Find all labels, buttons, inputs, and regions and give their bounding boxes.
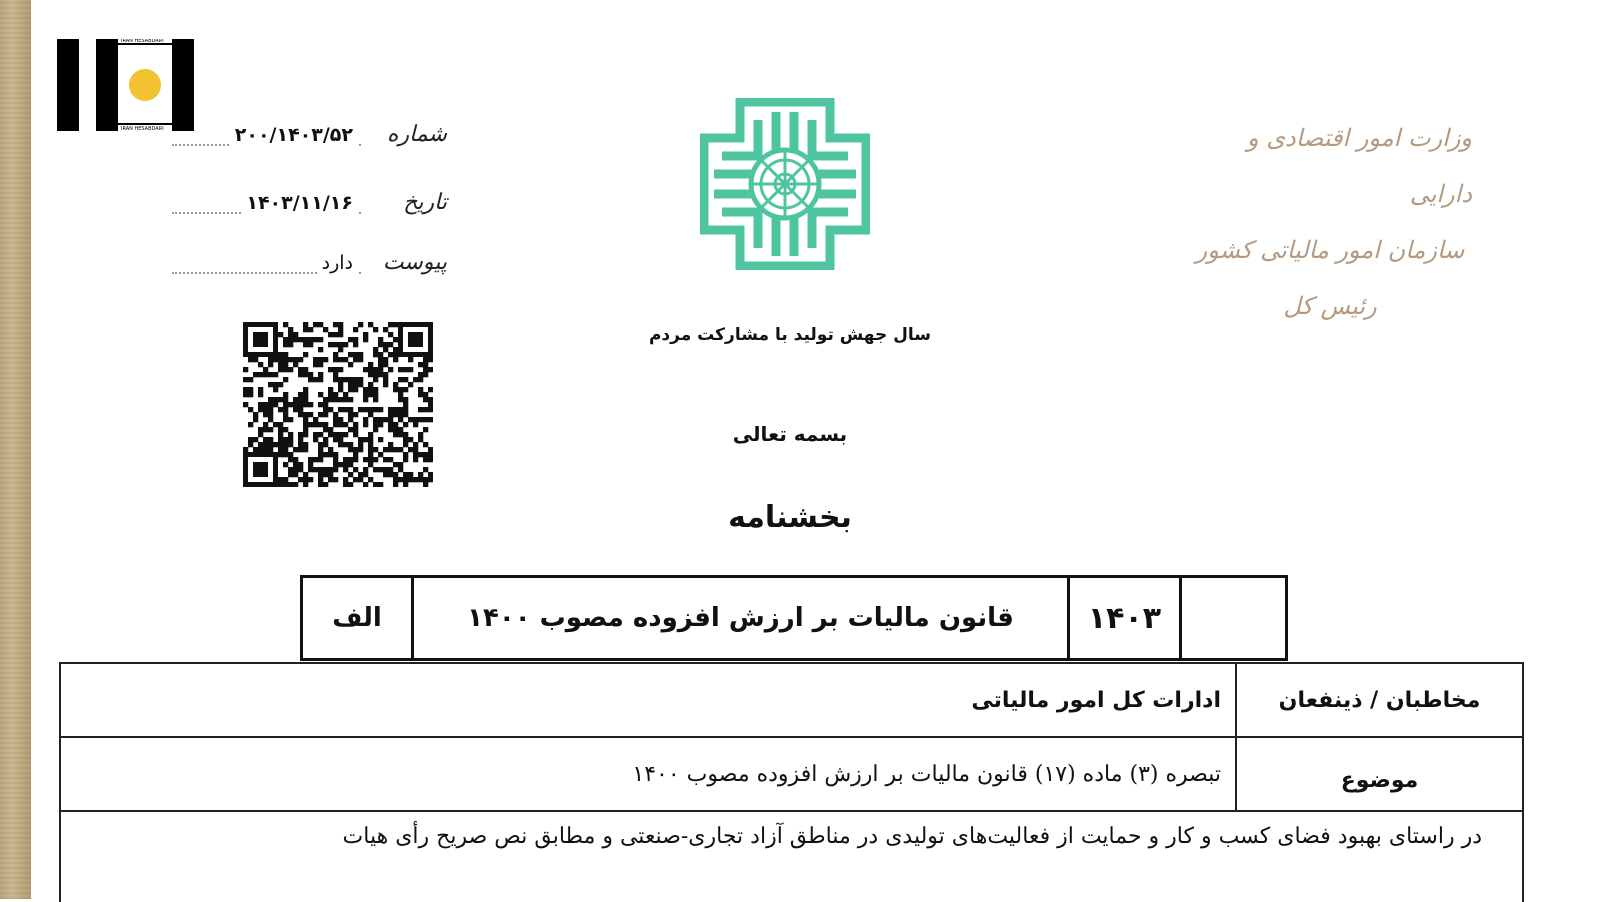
audience-value: ادارات کل امور مالیاتی	[971, 687, 1221, 713]
ministry-header	[1180, 110, 1480, 334]
audience-label: مخاطبان / ذینفعان	[1235, 664, 1522, 736]
table-row-audience	[61, 664, 1522, 738]
letter-date-label: تاریخ	[403, 190, 447, 215]
classification-law: قانون مالیات بر ارزش افزوده مصوب ۱۴۰۰	[411, 578, 1067, 658]
circular-body-text: در راستای بهبود فضای کسب و کار و حمایت از فعالیت‌های تولیدی در مناطق آزاد تجاری-صنعتی و مطابق نص صریح رأی هیات	[342, 824, 1482, 849]
circular-info-table	[59, 662, 1524, 902]
page-edge-strip	[0, 0, 31, 899]
subject-label: موضوع	[1235, 738, 1522, 810]
letter-date-line	[172, 190, 447, 220]
classification-blank-cell	[1179, 578, 1285, 658]
year-motto: سال جهش تولید با مشارکت مردم	[648, 325, 932, 345]
subject-value: تبصره (۳) ماده (۱۷) قانون مالیات بر ارزش افزوده مصوب ۱۴۰۰	[632, 761, 1221, 787]
iran-hesabdari-logo	[57, 39, 197, 131]
document-type-title: بخشنامه	[728, 500, 852, 535]
qr-code[interactable]	[243, 322, 433, 487]
attachment-line	[172, 250, 447, 280]
logo-bottom-text: IRAN HESABDARI	[121, 126, 164, 131]
letter-number-line	[172, 122, 447, 152]
attachment-value: دارد	[318, 252, 357, 274]
attachment-label: پیوست	[382, 250, 447, 275]
logo-top-text: IRAN HESABDARI	[121, 39, 164, 44]
table-row-subject	[61, 738, 1522, 812]
basmala: بسمه تعالی	[732, 422, 848, 446]
classification-table	[300, 575, 1288, 661]
letter-number-label: شماره	[386, 122, 447, 147]
letter-date-value: ۱۴۰۳/۱۱/۱۶	[242, 192, 357, 214]
ministry-name: وزارت امور اقتصادی و دارایی	[1247, 124, 1472, 208]
tax-organization-emblem	[700, 98, 870, 270]
office-title: رئیس کل	[1283, 292, 1377, 320]
letter-number-value: ۲۰۰/۱۴۰۳/۵۲	[231, 124, 357, 146]
classification-category: الف	[332, 603, 382, 633]
organization-name: سازمان امور مالیاتی کشور	[1195, 236, 1465, 264]
classification-year: ۱۴۰۳	[1067, 578, 1179, 658]
